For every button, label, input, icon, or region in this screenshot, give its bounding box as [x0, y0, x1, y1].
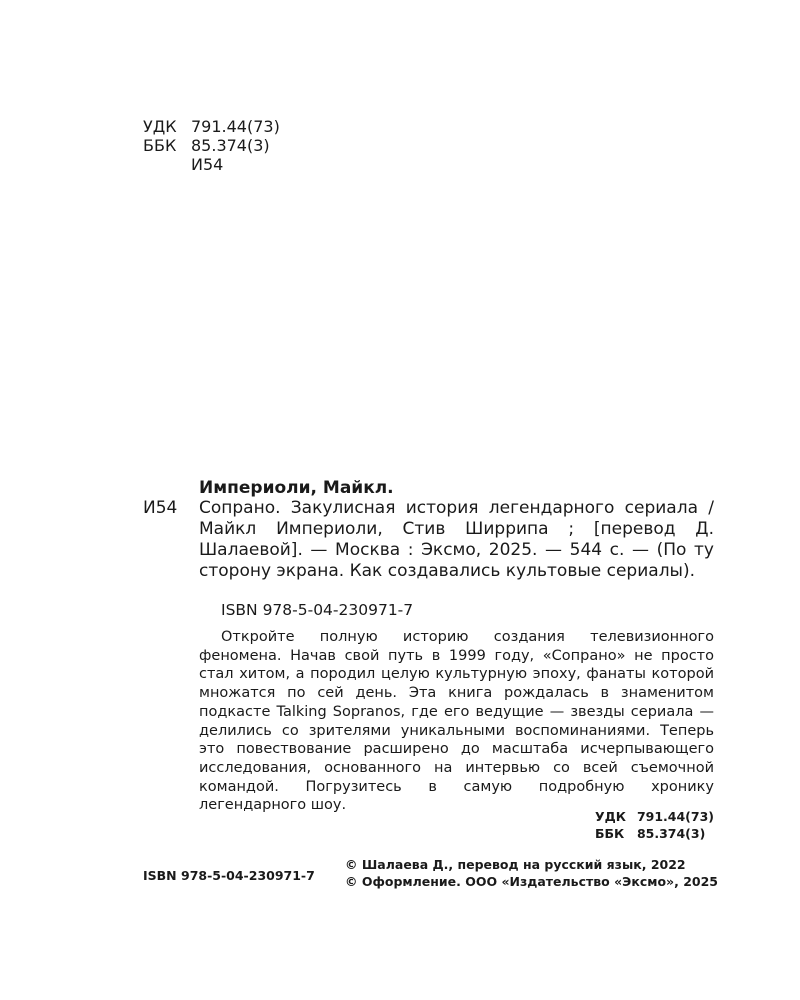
classification-block-top: [143, 117, 280, 174]
footer-isbn: ISBN 978-5-04-230971-7: [143, 868, 315, 883]
udk-row: [143, 117, 280, 136]
bbk-row: [143, 136, 280, 155]
record-bibliographic-entry: Сопрано. Закулисная история легендарного сериала / Майкл Империоли, Стив Ширрипа ; [перевод Д. Шалаевой]. — Москва : Эксмо, 2025. — 544 с. — (По ту сторону экрана. Как создавались культовые сериалы).: [199, 498, 714, 581]
copyright-translation: © Шалаева Д., перевод на русский язык, 2022: [345, 857, 686, 872]
bbk-label: ББК: [143, 136, 177, 155]
classification-block-bottom: [595, 808, 714, 842]
bbk-value-bottom: 85.374(3): [636, 826, 706, 841]
record-author-code: И54: [143, 498, 178, 518]
copyright-block: [345, 856, 718, 890]
bbk-value: 85.374(3): [191, 136, 270, 155]
udk-label-bottom: УДК: [594, 809, 626, 824]
udk-row-bottom: [595, 808, 714, 825]
udk-value: 791.44(73): [191, 117, 280, 136]
author-mark: И54: [191, 155, 224, 174]
annotation-text: Откройте полную историю создания телевизионного феномена. Начав свой путь в 1999 году, «Сопрано» не просто стал хитом, а породил целую культурную эпоху, фанаты которой множатся по сей день. Эта книга рождалась в знаменитом подкасте Talking Sopranos, где его ведущие — звезды сериала — делились со зрителями уникальными воспоминаниями. Теперь это повествование расширено до масштаба исчерпывающего исследования, основанного на интервью со всей съемочной командой. Погрузитесь в самую подробную хронику легендарного шоу.: [199, 629, 714, 814]
bbk-label-bottom: ББК: [594, 826, 625, 841]
copyright-design: © Оформление. ООО «Издательство «Эксмо», 2025: [345, 874, 718, 889]
book-annotation: [199, 628, 714, 815]
bbk-row-bottom: [595, 825, 714, 842]
udk-label: УДК: [143, 117, 177, 136]
record-author: Империоли, Майкл.: [199, 478, 394, 498]
udk-value-bottom: 791.44(73): [636, 809, 714, 824]
record-isbn: ISBN 978-5-04-230971-7: [221, 601, 414, 619]
